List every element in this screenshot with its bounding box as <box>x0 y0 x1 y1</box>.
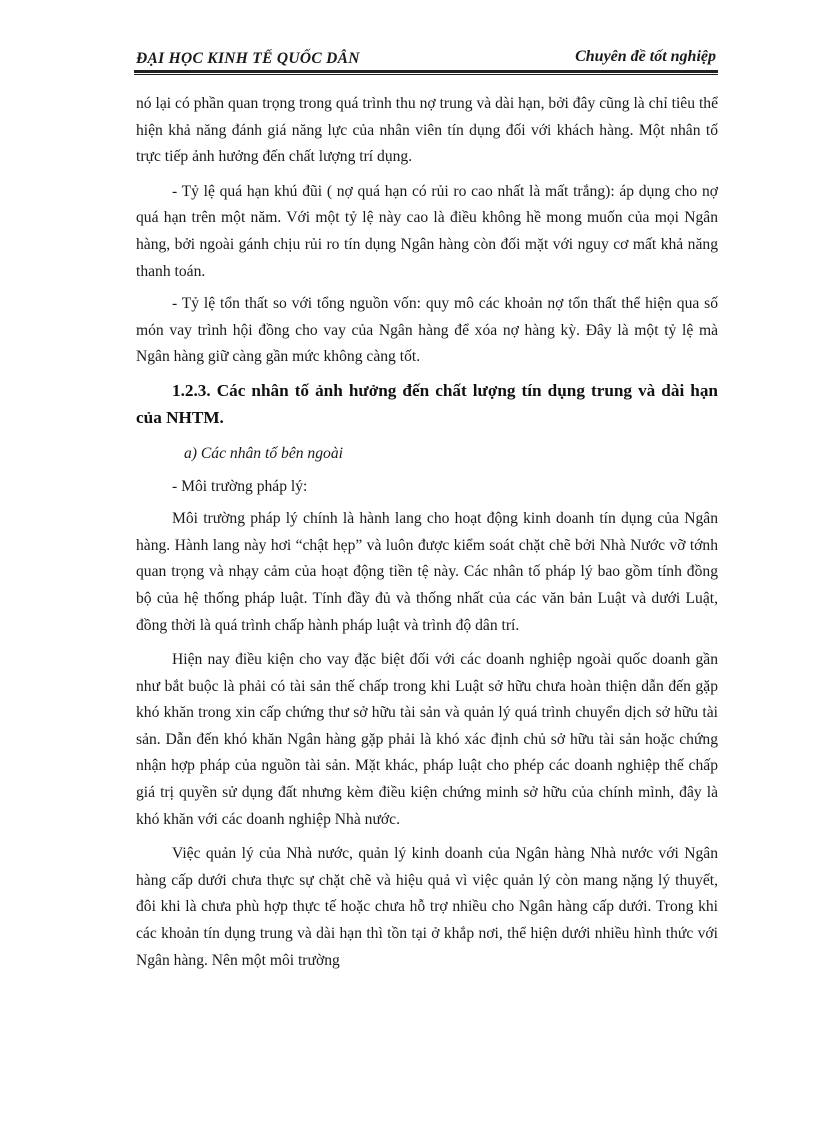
paragraph-state-management: Việc quản lý của Nhà nước, quản lý kinh doanh của Ngân hàng Nhà nước với Ngân hàng cấp dưới chưa thực sự chặt chẽ và hiệu quả vì việc quản lý còn mang nặng lý thuyết, đôi khi là chưa phù hợp thực tế hoặc chưa hỗ trợ nhiều cho Ngân hàng cấp dưới. Trong khi các khoản tín dụng trung và dài hạn thì tồn tại ở khắp nơi, thể hiện dưới nhiều hình thức với Ngân hàng. Nên một môi trường <box>136 845 718 969</box>
paragraph-loss-ratio: - Tỷ lệ tổn thất so với tổng nguồn vốn: quy mô các khoản nợ tổn thất thể hiện qua số món vay trình hội đồng cho vay của Ngân hàng để xóa nợ hàng kỳ. Đây là một tỷ lệ mà Ngân hàng giữ càng gần mức không càng tốt. <box>136 295 718 366</box>
paragraph-legal-environment: Môi trường pháp lý chính là hành lang cho hoạt động kinh doanh tín dụng của Ngân hàng. Hành lang này hơi “chật hẹp” và luôn được kiểm soát chặt chẽ bởi Nhà Nước vỡ tớnh quan trọng và nhạy cảm của hoạt động tiền tệ này. Các nhân tố pháp lý bao gồm tính đồng bộ của hệ thống pháp luật. Tính đầy đủ và thống nhất của các văn bản Luật và dưới Luật, đồng thời là quá trình chấp hành pháp luật và trình độ dân trí. <box>136 510 718 634</box>
header-rule-thick <box>134 70 718 73</box>
header-document-type: Chuyên đề tốt nghiệp <box>575 48 716 65</box>
paragraph-1: nó lại có phần quan trọng trong quá trình thu nợ trung và dài hạn, bởi đây cũng là chỉ tiêu thể hiện khả năng đánh giá năng lực của nhân viên tín dụng đối với khách hàng. Một nhân tố trực tiếp ảnh hưởng đến chất lượng trí dụng. <box>136 95 718 166</box>
document-body <box>136 91 718 982</box>
header-rule-thin <box>134 74 718 75</box>
paragraph-overdue-ratio: - Tỷ lệ quá hạn khú đũi ( nợ quá hạn có rủi ro cao nhất là mất trắng): áp dụng cho nợ quá hạn trên một năm. Với một tỷ lệ này cao là điều không hề mong muốn của mọi Ngân hàng, bởi ngoài gánh chịu rủi ro tín dụng Ngân hàng còn đối mặt với nguy cơ mất khả năng thanh toán. <box>136 182 718 280</box>
item-legal-environment: - Môi trường pháp lý: <box>172 477 308 495</box>
header-university-name: ĐẠI HỌC KINH TẾ QUỐC DÂN <box>136 50 360 67</box>
paragraph-collateral-conditions: Hiện nay điều kiện cho vay đặc biệt đối với các doanh nghiệp ngoài quốc doanh gần như bắt buộc là phải có tài sản thế chấp trong khi Luật sở hữu chưa hoàn thiện dẫn đến gặp khó khăn trong xin cấp chứng thư sở hữu tài sản và quản lý quá trình chuyển dịch sở hữu tài sản. Dẫn đến khó khăn Ngân hàng gặp phải là khó xác định chủ sở hữu tài sản hoặc chứng nhận hợp pháp của nguồn tài sản. Mặt khác, pháp luật cho phép các doanh nghiệp thế chấp giá trị quyền sử dụng đất nhưng kèm điều kiện chứng minh sở hữu của chính mình, đây là khó khăn với các doanh nghiệp Nhà nước. <box>136 651 718 828</box>
subsection-external-factors: a) Các nhân tố bên ngoài <box>184 444 343 462</box>
page-header <box>134 48 718 72</box>
section-heading: 1.2.3. Các nhân tố ảnh hưởng đến chất lượng tín dụng trung và dài hạn của NHTM. <box>136 380 718 427</box>
